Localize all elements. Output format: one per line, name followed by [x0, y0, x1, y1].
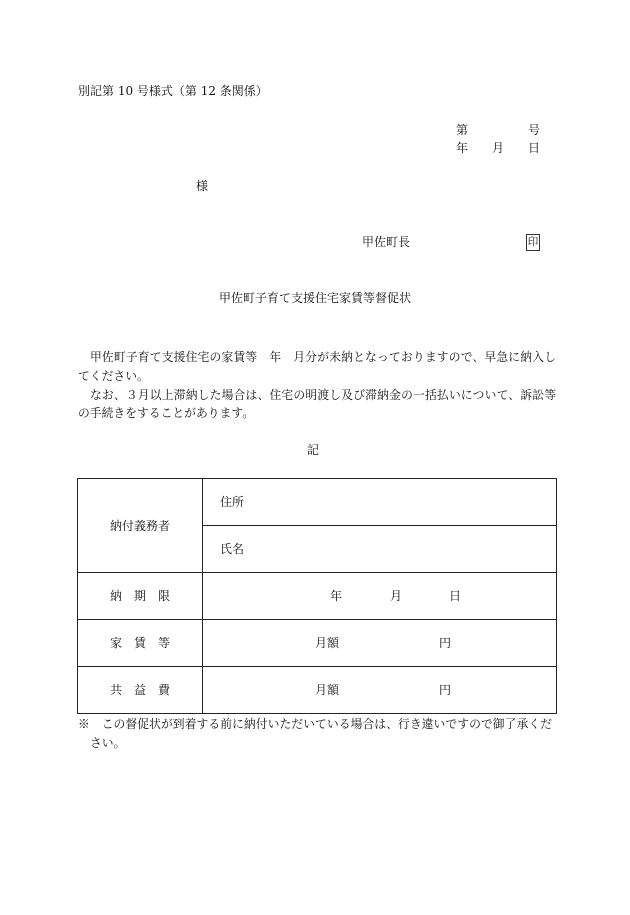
form-reference: 別記第 10 号様式（第 12 条関係）	[78, 84, 268, 98]
body-paragraph2-line2: の手続きをすることがあります。	[78, 406, 255, 420]
body-paragraph1-line1: 甲佐町子育て支援住宅の家賃等 年 月分が未納となっておりますので、早急に納入し	[78, 350, 556, 364]
table-row-due-date	[78, 573, 557, 620]
seal-mark: 印	[526, 234, 540, 251]
common-fee-cell	[203, 667, 557, 714]
rent-monthly-label: 月額	[315, 636, 340, 650]
body-paragraph2-line1: なお、３月以上滞納した場合は、住宅の明渡し及び滞納金の一括払いについて、訴訟等	[78, 388, 556, 402]
due-date-year: 年	[330, 589, 343, 603]
name-label: 氏名	[203, 526, 557, 573]
issue-number-suffix: 号	[528, 123, 541, 137]
common-fee-monthly-label: 月額	[315, 683, 340, 697]
issue-date-day: 日	[528, 141, 541, 155]
common-fee-yen-label: 円	[439, 683, 452, 697]
issue-number-prefix: 第	[456, 123, 469, 137]
document-title: 甲佐町子育て支援住宅家賃等督促状	[218, 291, 411, 305]
table-row-obligor-address	[78, 479, 557, 526]
due-date-day: 日	[449, 589, 462, 603]
common-fee-label: 共 益 費	[78, 667, 203, 714]
rent-cell	[203, 620, 557, 667]
issue-date-month: 月	[492, 141, 505, 155]
due-date-label: 納 期 限	[78, 573, 203, 620]
rent-yen-label: 円	[439, 636, 452, 650]
table-row-rent	[78, 620, 557, 667]
note-line2: さい。	[90, 736, 126, 750]
address-label: 住所	[203, 479, 557, 526]
body-paragraph1-line2: てください。	[78, 369, 149, 383]
table-row-common-fee	[78, 667, 557, 714]
addressee-suffix: 様	[196, 179, 209, 193]
issue-date-year: 年	[456, 141, 469, 155]
details-table	[77, 478, 557, 714]
ki-heading: 記	[306, 443, 319, 457]
due-date-cell	[203, 573, 557, 620]
sender-title: 甲佐町長	[362, 235, 411, 249]
note-line1: ※ この督促状が到着する前に納付いただいている場合は、行き違いですので御了承くだ	[78, 717, 552, 731]
obligor-label: 納付義務者	[78, 479, 203, 573]
due-date-month: 月	[390, 589, 403, 603]
rent-label: 家 賃 等	[78, 620, 203, 667]
